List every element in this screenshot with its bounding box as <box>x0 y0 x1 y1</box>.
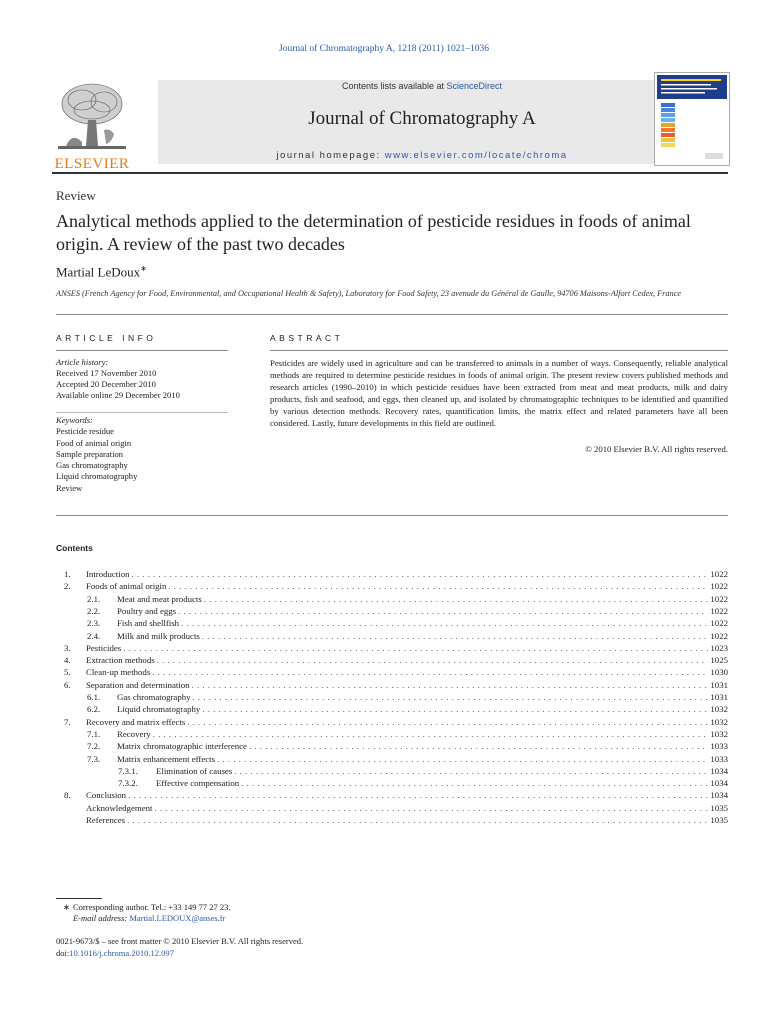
keywords-rule <box>56 412 228 413</box>
toc-entry[interactable] <box>56 814 728 826</box>
toc-leader-dots <box>168 580 708 592</box>
toc-entry-number: 7.3.1. <box>118 765 138 776</box>
toc-entry-page[interactable]: 1025 <box>710 655 728 666</box>
accepted-date: Accepted 20 December 2010 <box>56 379 156 389</box>
toc-entry[interactable] <box>56 740 728 752</box>
toc-entry-title[interactable]: Acknowledgement <box>86 802 153 813</box>
toc-entry[interactable] <box>56 765 728 777</box>
toc-entry[interactable] <box>56 666 728 678</box>
doi-line <box>56 948 303 960</box>
toc-entry-page[interactable]: 1032 <box>710 716 728 727</box>
toc-entry-title[interactable]: Matrix chromatographic interference <box>117 741 247 752</box>
online-date: Available online 29 December 2010 <box>56 390 180 400</box>
toc-entry-page[interactable]: 1034 <box>710 790 728 801</box>
toc-entry-page[interactable]: 1023 <box>710 642 728 653</box>
contents-heading: Contents <box>56 543 93 553</box>
author-footnote-mark[interactable]: ∗ <box>140 264 147 273</box>
toc-entry-title[interactable]: Recovery <box>117 728 151 739</box>
toc-entry[interactable] <box>56 568 728 580</box>
contents-availability <box>158 81 686 91</box>
toc-entry[interactable] <box>56 642 728 654</box>
toc-leader-dots <box>153 728 709 740</box>
toc-leader-dots <box>178 605 708 617</box>
email-label: E-mail address: <box>73 913 130 923</box>
toc-entry[interactable] <box>56 679 728 691</box>
journal-masthead <box>52 72 728 172</box>
toc-entry-page[interactable]: 1030 <box>710 667 728 678</box>
toc-entry-title[interactable]: References <box>86 815 126 825</box>
toc-entry-number: 2.1. <box>87 593 101 604</box>
doi-prefix: doi: <box>56 947 70 958</box>
keywords-block <box>56 415 228 494</box>
keyword: Review <box>56 482 83 493</box>
publisher-name: ELSEVIER <box>54 156 130 172</box>
toc-entry[interactable] <box>56 580 728 592</box>
toc-leader-dots <box>192 679 709 691</box>
keyword: Gas chromatography <box>56 460 128 471</box>
toc-leader-dots <box>157 654 709 666</box>
received-date: Received 17 November 2010 <box>56 368 157 378</box>
abstract-copyright: © 2010 Elsevier B.V. All rights reserved. <box>585 444 728 454</box>
toc-entry-number: 7.3. <box>87 753 101 764</box>
toc-entry-title[interactable]: Elimination of causes <box>156 765 233 776</box>
toc-entry-title[interactable]: Fish and shellfish <box>117 618 180 629</box>
corresponding-author-note: Corresponding author. Tel.: +33 149 77 27 23. <box>73 902 231 912</box>
footnote-rule <box>56 898 102 899</box>
toc-entry-page[interactable]: 1032 <box>710 728 728 739</box>
toc-entry-page[interactable]: 1033 <box>710 741 728 752</box>
toc-entry-title[interactable]: Pesticides <box>86 642 122 653</box>
toc-entry-number: 7.1. <box>87 728 101 739</box>
toc-entry[interactable] <box>56 654 728 666</box>
issn-notice <box>56 936 303 959</box>
toc-leader-dots <box>234 765 708 777</box>
toc-entry-title[interactable]: Meat and meat products <box>117 593 202 604</box>
toc-entry-number: 2.2. <box>87 605 101 616</box>
keyword: Sample preparation <box>56 448 124 459</box>
toc-entry[interactable] <box>56 703 728 715</box>
toc-leader-dots <box>127 814 708 826</box>
article-title: Analytical methods applied to the determination of pesticide residues in foods of animal origin. A review of the past two decades <box>56 211 691 254</box>
contents-rule <box>56 515 728 516</box>
history-label: Article history: <box>56 357 109 367</box>
toc-entry-title[interactable]: Extraction methods <box>86 655 155 666</box>
toc-entry-number: 8. <box>64 790 71 801</box>
toc-entry-page[interactable]: 1022 <box>710 618 728 629</box>
toc-entry-number: 4. <box>64 655 71 666</box>
toc-entry-page[interactable]: 1034 <box>710 765 728 776</box>
toc-leader-dots <box>181 617 708 629</box>
toc-entry-number: 2.4. <box>87 630 101 641</box>
toc-entry-number: 6.2. <box>87 704 101 715</box>
toc-leader-dots <box>193 691 709 703</box>
toc-entry-number: 2.3. <box>87 618 101 629</box>
journal-citation[interactable]: Journal of Chromatography A, 1218 (2011) 1021–1036 <box>279 44 489 54</box>
toc-entry-page[interactable]: 1032 <box>710 704 728 715</box>
toc-entry[interactable] <box>56 753 728 765</box>
keywords-label: Keywords: <box>56 415 93 425</box>
keyword: Liquid chromatography <box>56 471 138 482</box>
tree-logo-icon <box>52 80 132 156</box>
toc-entry-page[interactable]: 1022 <box>710 593 728 604</box>
section-rule <box>56 314 728 315</box>
toc-entry-page[interactable]: 1033 <box>710 753 728 764</box>
toc-entry-page[interactable]: 1022 <box>710 581 728 592</box>
toc-entry-page[interactable]: 1022 <box>710 605 728 616</box>
doi-link[interactable]: 10.1016/j.chroma.2010.12.097 <box>69 947 174 958</box>
journal-cover-thumbnail <box>654 72 730 166</box>
abstract-heading: ABSTRACT <box>270 333 344 343</box>
author-affiliation: ANSES (French Agency for Food, Environmental, and Occupational Health & Safety), Laboratory for Food Safety, 23 avenude du Général de Gaulle, 94706 Maisons-Alfort Cedex, France <box>56 289 682 298</box>
corresponding-author-footnote <box>56 902 231 924</box>
toc-entry-number: 3. <box>64 642 71 653</box>
author-name[interactable]: Martial LeDoux <box>56 264 141 280</box>
journal-homepage <box>158 150 686 161</box>
toc-entry[interactable] <box>56 728 728 740</box>
toc-entry[interactable] <box>56 605 728 617</box>
toc-entry-title[interactable]: Poultry and eggs <box>117 605 177 616</box>
toc-entry-number: 6. <box>64 679 71 690</box>
author-line <box>56 264 147 280</box>
contents-prefix: Contents lists available at <box>341 81 447 91</box>
toc-entry-title[interactable]: Clean-up methods <box>86 667 151 678</box>
toc-entry-title[interactable]: Milk and milk products <box>117 630 200 641</box>
toc-entry-title[interactable]: Gas chromatography <box>117 692 191 702</box>
toc-entry-title[interactable]: Recovery and matrix effects <box>86 716 186 727</box>
toc-entry-number: 6.1. <box>87 692 101 702</box>
toc-leader-dots <box>128 789 708 801</box>
toc-entry[interactable] <box>56 691 728 703</box>
issn-line: 0021-9673/$ – see front matter © 2010 Elsevier B.V. All rights reserved. <box>56 936 304 946</box>
sciencedirect-link[interactable]: ScienceDirect <box>446 81 503 91</box>
homepage-link[interactable]: www.elsevier.com/locate/chroma <box>384 150 568 161</box>
toc-leader-dots <box>152 666 708 678</box>
masthead-rule <box>52 172 728 174</box>
toc-entry-page[interactable]: 1035 <box>710 815 728 825</box>
toc-leader-dots <box>123 642 708 654</box>
elsevier-logo <box>52 80 132 172</box>
article-history <box>56 357 228 401</box>
toc-leader-dots <box>204 593 709 605</box>
toc-leader-dots <box>154 802 708 814</box>
toc-entry[interactable] <box>56 777 728 789</box>
toc-leader-dots <box>241 777 708 789</box>
toc-entry-number: 5. <box>64 667 71 678</box>
toc-entry-title[interactable]: Conclusion <box>86 790 127 801</box>
toc-entry-page[interactable]: 1035 <box>710 802 728 813</box>
toc-leader-dots <box>187 716 708 728</box>
toc-entry-page[interactable]: 1022 <box>710 569 728 579</box>
toc-entry-page[interactable]: 1034 <box>710 778 728 789</box>
keyword: Pesticide residue <box>56 426 114 437</box>
toc-entry[interactable] <box>56 617 728 629</box>
journal-title: Journal of Chromatography A <box>308 108 536 129</box>
toc-entry-number: 2. <box>64 581 71 592</box>
toc-leader-dots <box>132 568 709 580</box>
toc-entry-number: 7. <box>64 716 71 727</box>
toc-entry[interactable] <box>56 789 728 801</box>
toc-entry-title[interactable]: Introduction <box>86 569 130 579</box>
toc-entry-title[interactable]: Foods of animal origin <box>86 581 167 592</box>
toc-entry[interactable] <box>56 802 728 814</box>
toc-leader-dots <box>202 703 708 715</box>
article-type: Review <box>56 188 96 203</box>
toc-entry[interactable] <box>56 593 728 605</box>
abstract-rule <box>270 350 728 351</box>
toc-entry[interactable] <box>56 716 728 728</box>
journal-banner <box>158 80 686 164</box>
toc-leader-dots <box>202 630 709 642</box>
toc-entry-title[interactable]: Liquid chromatography <box>117 704 201 715</box>
footnote-mark: ∗ <box>62 902 70 912</box>
keyword: Food of animal origin <box>56 437 132 448</box>
email-link[interactable]: Martial.LEDOUX@anses.fr <box>129 913 226 923</box>
toc-leader-dots <box>217 753 708 765</box>
toc-entry-title[interactable]: Effective compensation <box>156 778 240 789</box>
toc-entry-page[interactable]: 1022 <box>710 630 728 641</box>
homepage-prefix: journal homepage: <box>276 150 385 161</box>
journal-cover-icon <box>655 73 729 165</box>
toc-entry[interactable] <box>56 630 728 642</box>
abstract-text: Pesticides are widely used in agriculture and can be transferred to animals in a number of ways. Consequently, reliable analytical methods are required to determine pesticide residues in foods of animal origin. The present review covers published methods and research articles (1990–2010) in which pesticide residues have been extracted from meat and meat products, milk and dairy products, fish and seafood, and eggs, then cleaned up, and isolated by chromatographic techniques to be identified and quantified by various detection methods. Recovery rates, quantification limits, the matrix effect and related parameters have all been considered. Lastly, future developments in this field are outlined. <box>270 358 728 428</box>
toc-entry-page[interactable]: 1031 <box>710 692 728 702</box>
article-info-heading: ARTICLE INFO <box>56 333 157 343</box>
toc-leader-dots <box>249 740 708 752</box>
toc-entry-page[interactable]: 1031 <box>710 679 728 690</box>
toc-entry-title[interactable]: Matrix enhancement effects <box>117 753 216 764</box>
article-info-rule <box>56 350 228 351</box>
toc-entry-title[interactable]: Separation and determination <box>86 679 190 690</box>
toc-entry-number: 7.3.2. <box>118 778 138 789</box>
toc-entry-number: 1. <box>64 569 71 579</box>
toc-entry-number: 7.2. <box>87 741 101 752</box>
